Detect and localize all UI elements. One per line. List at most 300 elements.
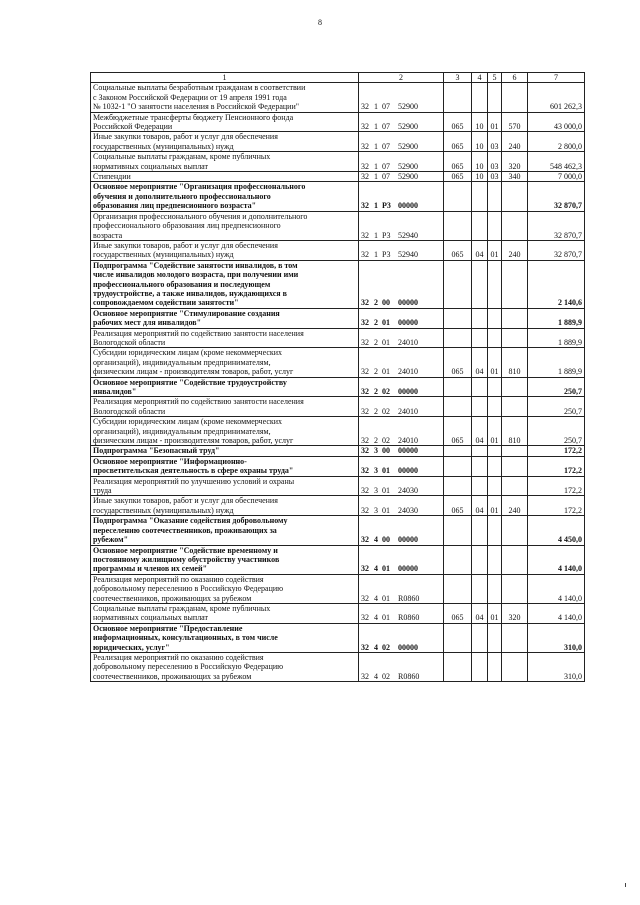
code-part: 32 xyxy=(361,486,369,496)
code-part: 2 xyxy=(374,436,378,446)
row-target-code xyxy=(359,211,444,240)
table-row xyxy=(91,574,585,603)
table-header-row xyxy=(91,73,585,83)
row-section xyxy=(472,652,488,681)
row-name-line: добровольному переселению в Российскую Федерацию xyxy=(93,662,284,672)
row-ministry-code xyxy=(444,83,472,112)
row-target-code xyxy=(359,112,444,132)
row-name-line: Вологодской области xyxy=(93,337,166,347)
row-name xyxy=(91,603,359,623)
row-section xyxy=(472,623,488,652)
row-amount: 310,0 xyxy=(528,652,585,681)
code-part: 02 xyxy=(382,671,390,681)
table-row xyxy=(91,260,585,308)
code-part: R0860 xyxy=(398,613,420,623)
code-part: 02 xyxy=(382,387,390,396)
code-part: 1 xyxy=(374,172,378,182)
row-ministry-code: 065 xyxy=(444,603,472,623)
code-part: 01 xyxy=(382,613,390,623)
row-name xyxy=(91,417,359,446)
code-part: 52900 xyxy=(398,172,418,182)
row-target-code xyxy=(359,260,444,308)
code-part: 07 xyxy=(382,161,390,171)
row-subsection xyxy=(488,652,502,681)
row-subsection: 01 xyxy=(488,112,502,132)
row-name xyxy=(91,152,359,172)
table-row xyxy=(91,476,585,496)
row-expense-type xyxy=(502,182,528,211)
row-amount: 4 450,0 xyxy=(528,516,585,545)
row-target-code xyxy=(359,476,444,496)
code-part: 24010 xyxy=(398,406,418,416)
row-name-line: организаций), индивидуальным предпринимателям, xyxy=(93,357,271,367)
row-target-code xyxy=(359,574,444,603)
row-expense-type xyxy=(502,545,528,574)
row-name-line: Подпрограмма "Безопасный труд" xyxy=(93,446,220,456)
row-name-line: соотечественников, проживающих за рубежом xyxy=(93,671,252,681)
code-part: 52900 xyxy=(398,102,418,112)
row-name xyxy=(91,623,359,652)
row-subsection xyxy=(488,182,502,211)
row-target-code xyxy=(359,377,444,397)
row-name-line: юридических, услуг" xyxy=(93,642,170,652)
header-cell-section: 4 xyxy=(472,73,488,83)
row-expense-type xyxy=(502,476,528,496)
code-part: 32 xyxy=(361,337,369,347)
row-amount: 7 000,0 xyxy=(528,172,585,182)
row-amount: 43 000,0 xyxy=(528,112,585,132)
code-part: 01 xyxy=(382,505,390,515)
code-part: 4 xyxy=(374,535,378,545)
row-name-line: числе инвалидов молодого возраста, при получении ими xyxy=(93,270,299,280)
code-part: 24030 xyxy=(398,505,418,515)
row-name-line: Реализация мероприятий по улучшению условий и охраны xyxy=(93,476,295,486)
code-part: 02 xyxy=(382,436,390,446)
row-section xyxy=(472,476,488,496)
row-name-line: Подпрограмма "Оказание содействия добровольному xyxy=(93,516,288,526)
row-name-line: Иные закупки товаров, работ и услуг для обеспечения xyxy=(93,132,278,142)
code-part: 32 xyxy=(361,122,369,132)
table-row xyxy=(91,240,585,260)
row-name-line: постоянному жилищному обустройству участников xyxy=(93,554,280,564)
row-name xyxy=(91,652,359,681)
row-expense-type: 340 xyxy=(502,172,528,182)
row-section xyxy=(472,545,488,574)
code-part: 32 xyxy=(361,593,369,603)
page-number: 8 xyxy=(318,18,322,27)
code-part: 01 xyxy=(382,367,390,377)
row-subsection xyxy=(488,516,502,545)
code-part: 00 xyxy=(382,298,390,308)
header-cell-name: 1 xyxy=(91,73,359,83)
row-expense-type: 320 xyxy=(502,152,528,172)
table-row xyxy=(91,377,585,397)
row-name-line: программы и членов их семей" xyxy=(93,564,208,574)
table-row xyxy=(91,308,585,328)
code-part: 01 xyxy=(382,337,390,347)
row-name-line: государственных (муниципальных) нужд xyxy=(93,141,234,151)
header-cell-subsection: 5 xyxy=(488,73,502,83)
row-subsection xyxy=(488,456,502,476)
row-name-line: возраста xyxy=(93,230,123,240)
page-edge-mark xyxy=(625,883,626,887)
code-part: 00 xyxy=(382,446,390,456)
row-expense-type xyxy=(502,623,528,652)
code-part: 32 xyxy=(361,564,369,574)
code-part: 24010 xyxy=(398,367,418,377)
row-amount: 4 140,0 xyxy=(528,603,585,623)
row-ministry-code xyxy=(444,308,472,328)
row-name-line: информационных, консультационных, в том числе xyxy=(93,633,278,643)
row-amount: 2 800,0 xyxy=(528,132,585,152)
row-amount: 1 889,9 xyxy=(528,328,585,348)
row-name-line: с Законом Российской Федерации от 19 апреля 1991 года xyxy=(93,92,287,102)
code-part: Р3 xyxy=(382,230,391,240)
row-target-code xyxy=(359,308,444,328)
row-section: 04 xyxy=(472,496,488,516)
row-ministry-code: 065 xyxy=(444,348,472,377)
row-target-code xyxy=(359,83,444,112)
row-subsection xyxy=(488,260,502,308)
header-cell-amount: 7 xyxy=(528,73,585,83)
row-expense-type xyxy=(502,516,528,545)
row-name xyxy=(91,397,359,417)
table-row xyxy=(91,152,585,172)
row-section: 04 xyxy=(472,348,488,377)
row-subsection xyxy=(488,211,502,240)
code-part: 1 xyxy=(374,122,378,132)
code-part: 32 xyxy=(361,613,369,623)
row-section xyxy=(472,260,488,308)
row-ministry-code xyxy=(444,456,472,476)
row-ministry-code xyxy=(444,260,472,308)
row-target-code xyxy=(359,545,444,574)
row-name-line: Стипендии xyxy=(93,172,131,182)
code-part: 32 xyxy=(361,141,369,151)
table-row xyxy=(91,516,585,545)
code-part: 32 xyxy=(361,436,369,446)
code-part: 1 xyxy=(374,102,378,112)
code-part: 1 xyxy=(374,230,378,240)
code-part: 32 xyxy=(361,201,369,211)
row-ministry-code: 065 xyxy=(444,152,472,172)
row-ministry-code: 065 xyxy=(444,172,472,182)
row-amount: 172,2 xyxy=(528,456,585,476)
row-ministry-code xyxy=(444,397,472,417)
row-name-line: Реализация мероприятий по содействию занятости населения xyxy=(93,397,304,407)
code-part: 52940 xyxy=(398,250,418,260)
row-name-line: сопровождаемом содействии занятости" xyxy=(93,298,239,308)
row-name-line: инвалидов" xyxy=(93,387,137,396)
row-target-code xyxy=(359,172,444,182)
code-part: 32 xyxy=(361,172,369,182)
row-subsection: 01 xyxy=(488,240,502,260)
table-row xyxy=(91,496,585,516)
code-part: 32 xyxy=(361,671,369,681)
row-expense-type xyxy=(502,446,528,456)
row-subsection xyxy=(488,83,502,112)
code-part: 1 xyxy=(374,161,378,171)
row-subsection xyxy=(488,446,502,456)
row-subsection xyxy=(488,476,502,496)
row-ministry-code: 065 xyxy=(444,132,472,152)
row-name-line: Основное мероприятие "Информационно- xyxy=(93,456,247,466)
code-part: Р3 xyxy=(382,201,391,211)
row-ministry-code xyxy=(444,328,472,348)
code-part: 3 xyxy=(374,446,378,456)
row-name-line: Субсидии юридическим лицам (кроме некоммерческих xyxy=(93,348,283,358)
code-part: 24030 xyxy=(398,486,418,496)
row-name-line: рабочих мест для инвалидов" xyxy=(93,318,202,328)
row-section: 10 xyxy=(472,172,488,182)
budget-table xyxy=(90,72,585,682)
code-part: 07 xyxy=(382,102,390,112)
table-row xyxy=(91,211,585,240)
row-target-code xyxy=(359,456,444,476)
row-ministry-code: 065 xyxy=(444,240,472,260)
row-ministry-code xyxy=(444,623,472,652)
code-part: R0860 xyxy=(398,593,420,603)
code-part: 32 xyxy=(361,250,369,260)
row-name-line: профессионального образования лиц предпенсионного xyxy=(93,221,281,231)
row-section: 10 xyxy=(472,132,488,152)
row-expense-type xyxy=(502,456,528,476)
table-row xyxy=(91,132,585,152)
code-part: 52940 xyxy=(398,230,418,240)
code-part: 07 xyxy=(382,172,390,182)
row-section xyxy=(472,397,488,417)
row-name-line: просветительская деятельность в сфере охраны труда" xyxy=(93,466,294,476)
table-row xyxy=(91,417,585,446)
row-name-line: Социальные выплаты гражданам, кроме публичных xyxy=(93,603,271,613)
row-expense-type xyxy=(502,308,528,328)
table-row xyxy=(91,182,585,211)
row-ministry-code xyxy=(444,516,472,545)
row-name-line: нормативных социальных выплат xyxy=(93,161,209,171)
code-part: 52900 xyxy=(398,161,418,171)
code-part: 2 xyxy=(374,387,378,396)
code-part: 00000 xyxy=(398,535,418,545)
row-name-line: Иные закупки товаров, работ и услуг для обеспечения xyxy=(93,496,278,506)
row-name-line: труда xyxy=(93,486,112,496)
row-name-line: государственных (муниципальных) нужд xyxy=(93,505,234,515)
header-cell-code: 2 xyxy=(359,73,444,83)
row-name-line: Вологодской области xyxy=(93,406,166,416)
row-expense-type: 240 xyxy=(502,496,528,516)
code-part: 52900 xyxy=(398,141,418,151)
row-ministry-code xyxy=(444,377,472,397)
row-name-line: образования лиц предпенсионного возраста" xyxy=(93,201,257,211)
row-name-line: переселению соотечественников, проживающих за xyxy=(93,525,277,535)
code-part: 1 xyxy=(374,141,378,151)
code-part: 32 xyxy=(361,505,369,515)
row-section xyxy=(472,83,488,112)
table-row xyxy=(91,603,585,623)
row-target-code xyxy=(359,603,444,623)
row-subsection xyxy=(488,328,502,348)
row-target-code xyxy=(359,446,444,456)
row-section xyxy=(472,377,488,397)
code-part: 3 xyxy=(374,486,378,496)
code-part: 07 xyxy=(382,141,390,151)
code-part: 01 xyxy=(382,564,390,574)
row-amount: 310,0 xyxy=(528,623,585,652)
row-section xyxy=(472,211,488,240)
row-name-line: Социальные выплаты безработным гражданам в соответствии xyxy=(93,83,306,93)
row-name xyxy=(91,476,359,496)
code-part: 32 xyxy=(361,230,369,240)
table-row xyxy=(91,328,585,348)
code-part: 24010 xyxy=(398,337,418,347)
code-part: 32 xyxy=(361,298,369,308)
row-amount: 601 262,3 xyxy=(528,83,585,112)
row-section xyxy=(472,182,488,211)
row-subsection: 01 xyxy=(488,417,502,446)
header-cell-ministry: 3 xyxy=(444,73,472,83)
row-name-line: № 1032-1 "О занятости населения в Российской Федерации" xyxy=(93,102,299,112)
row-section: 04 xyxy=(472,603,488,623)
code-part: 00000 xyxy=(398,642,418,652)
row-section xyxy=(472,446,488,456)
row-amount: 172,2 xyxy=(528,476,585,496)
table-row xyxy=(91,172,585,182)
row-name-line: Реализация мероприятий по оказанию содействия xyxy=(93,574,264,584)
row-expense-type: 810 xyxy=(502,417,528,446)
code-part: 32 xyxy=(361,535,369,545)
code-part: 01 xyxy=(382,486,390,496)
row-target-code xyxy=(359,240,444,260)
row-target-code xyxy=(359,397,444,417)
code-part: 2 xyxy=(374,318,378,328)
row-ministry-code xyxy=(444,545,472,574)
code-part: 4 xyxy=(374,671,378,681)
row-ministry-code xyxy=(444,446,472,456)
row-expense-type xyxy=(502,652,528,681)
code-part: 00000 xyxy=(398,466,418,476)
row-amount: 4 140,0 xyxy=(528,545,585,574)
code-part: 32 xyxy=(361,642,369,652)
row-subsection xyxy=(488,308,502,328)
code-part: 32 xyxy=(361,318,369,328)
row-name-line: Российской Федерации xyxy=(93,122,173,132)
row-name-line: Субсидии юридическим лицам (кроме некоммерческих xyxy=(93,417,283,427)
row-section: 04 xyxy=(472,417,488,446)
code-part: 52900 xyxy=(398,122,418,132)
row-name-line: соотечественников, проживающих за рубежом xyxy=(93,593,252,603)
row-name-line: Реализация мероприятий по оказанию содействия xyxy=(93,652,264,662)
table-body xyxy=(91,83,585,682)
row-subsection: 01 xyxy=(488,496,502,516)
code-part: 24010 xyxy=(398,436,418,446)
row-amount: 2 140,6 xyxy=(528,260,585,308)
code-part: 02 xyxy=(382,406,390,416)
row-name xyxy=(91,112,359,132)
code-part: 1 xyxy=(374,250,378,260)
row-target-code xyxy=(359,417,444,446)
row-target-code xyxy=(359,623,444,652)
row-amount: 1 889,9 xyxy=(528,308,585,328)
code-part: 3 xyxy=(374,505,378,515)
row-expense-type: 320 xyxy=(502,603,528,623)
row-amount: 32 870,7 xyxy=(528,240,585,260)
row-ministry-code xyxy=(444,652,472,681)
row-subsection: 01 xyxy=(488,603,502,623)
row-target-code xyxy=(359,182,444,211)
code-part: 00000 xyxy=(398,387,418,396)
row-name-line: нормативных социальных выплат xyxy=(93,613,209,623)
header-cell-expense-type: 6 xyxy=(502,73,528,83)
row-name xyxy=(91,545,359,574)
row-ministry-code xyxy=(444,476,472,496)
row-amount: 548 462,3 xyxy=(528,152,585,172)
row-expense-type xyxy=(502,211,528,240)
code-part: 07 xyxy=(382,122,390,132)
row-name-line: трудоустройстве, а также инвалидов, нуждающихся в xyxy=(93,288,287,298)
row-name-line: Основное мероприятие "Содействие временному и xyxy=(93,545,278,555)
row-name-line: Основное мероприятие "Предоставление xyxy=(93,623,243,633)
row-target-code xyxy=(359,496,444,516)
code-part: R0860 xyxy=(398,671,420,681)
row-ministry-code xyxy=(444,211,472,240)
row-name-line: профессионального образования и последующем xyxy=(93,279,271,289)
row-name-line: физическим лицам - производителям товаров, работ, услуг xyxy=(93,367,294,377)
row-ministry-code: 065 xyxy=(444,112,472,132)
row-expense-type xyxy=(502,574,528,603)
row-subsection xyxy=(488,545,502,574)
row-amount: 250,7 xyxy=(528,377,585,397)
row-name xyxy=(91,516,359,545)
row-expense-type xyxy=(502,328,528,348)
row-amount: 1 889,9 xyxy=(528,348,585,377)
code-part: 4 xyxy=(374,564,378,574)
row-ministry-code xyxy=(444,574,472,603)
row-name-line: организаций), индивидуальным предпринимателям, xyxy=(93,426,271,436)
row-ministry-code: 065 xyxy=(444,417,472,446)
row-section xyxy=(472,328,488,348)
table-row xyxy=(91,545,585,574)
row-target-code xyxy=(359,516,444,545)
row-expense-type: 240 xyxy=(502,132,528,152)
row-amount: 4 140,0 xyxy=(528,574,585,603)
row-amount: 172,2 xyxy=(528,496,585,516)
code-part: 01 xyxy=(382,593,390,603)
row-name-line: Межбюджетные трансферты бюджету Пенсионного фонда xyxy=(93,112,294,122)
code-part: 32 xyxy=(361,367,369,377)
table-row xyxy=(91,456,585,476)
code-part: 01 xyxy=(382,318,390,328)
row-amount: 32 870,7 xyxy=(528,182,585,211)
row-expense-type xyxy=(502,83,528,112)
row-section: 04 xyxy=(472,240,488,260)
row-name-line: обучения и дополнительного профессионального xyxy=(93,191,271,201)
code-part: 1 xyxy=(374,201,378,211)
row-name-line: физическим лицам - производителям товаров, работ, услуг xyxy=(93,436,294,446)
row-name-line: государственных (муниципальных) нужд xyxy=(93,250,234,260)
row-subsection xyxy=(488,377,502,397)
code-part: 2 xyxy=(374,406,378,416)
row-subsection xyxy=(488,574,502,603)
code-part: 4 xyxy=(374,642,378,652)
code-part: 4 xyxy=(374,613,378,623)
row-section xyxy=(472,516,488,545)
code-part: Р3 xyxy=(382,250,391,260)
table-row xyxy=(91,623,585,652)
row-subsection: 03 xyxy=(488,172,502,182)
row-name xyxy=(91,260,359,308)
row-target-code xyxy=(359,152,444,172)
row-subsection xyxy=(488,623,502,652)
code-part: 01 xyxy=(382,466,390,476)
